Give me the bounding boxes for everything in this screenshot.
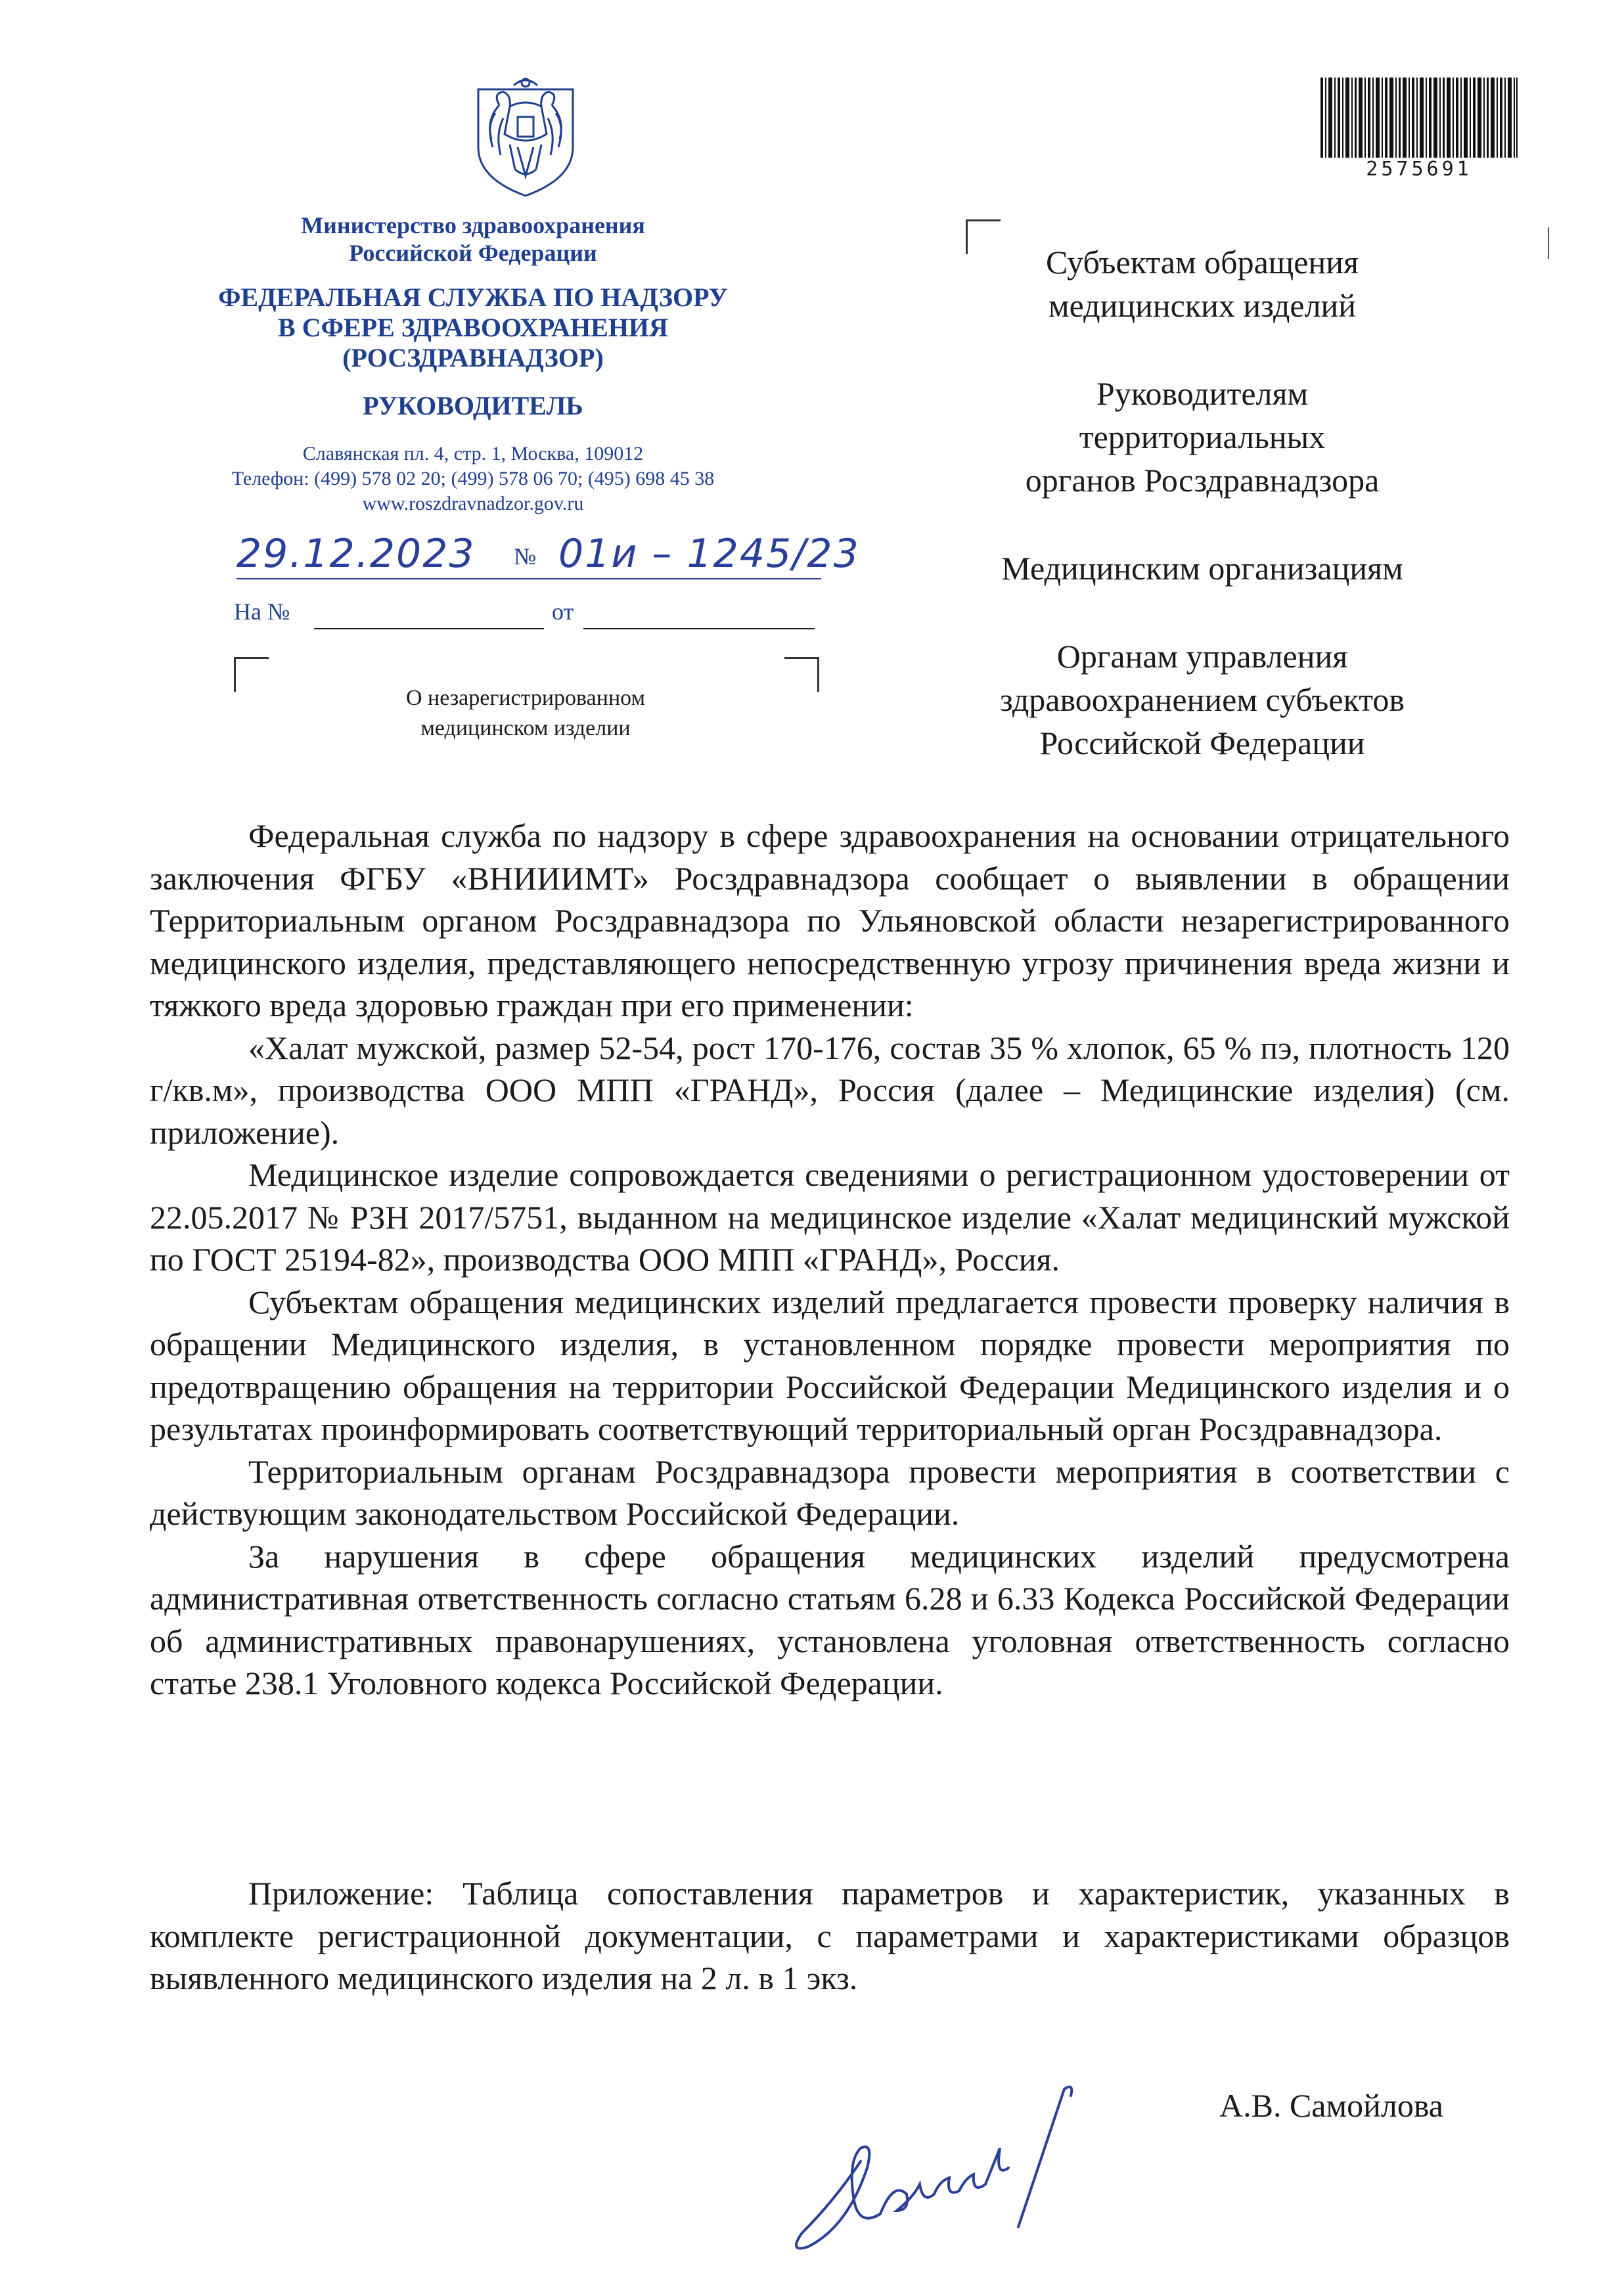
addressee-line: Медицинским организациям: [1001, 550, 1403, 587]
agency-line: (РОСЗДРАВНАДЗОР): [342, 343, 604, 372]
barcode-icon: [1320, 78, 1518, 158]
address-block: [197, 441, 749, 516]
body-paragraph: Медицинское изделие сопровождается сведениями о регистрационном удостоверении от 22.05.2017 № РЗН 2017/5751, выданном на медицинское изделие «Халат медицинский мужской по ГОСТ 25194-82», производства ООО МПП «ГРАНД», Россия.: [150, 1156, 1510, 1278]
agency-line: ФЕДЕРАЛЬНАЯ СЛУЖБА ПО НАДЗОРУ: [218, 282, 728, 312]
registration-number: 01и – 1245/23: [558, 531, 860, 577]
addressee-line: Российской Федерации: [1039, 725, 1365, 761]
agency-line: В СФЕРЕ ЗДРАВООХРАНЕНИЯ: [278, 313, 668, 342]
addressee-line: Субъектам обращения: [1046, 244, 1359, 281]
ministry-line: Российской Федерации: [349, 240, 597, 266]
body-paragraph: Субъектам обращения медицинских изделий предлагается провести проверку наличия в обращении Медицинского изделия, в установленном порядке провести мероприятия по предотвращению обращения на территории Российской Федерации Медицинского изделия и о результатах проинформировать соответствующий территориальный орган Росздравнадзора.: [150, 1283, 1510, 1447]
signature-icon: [782, 2069, 1110, 2260]
addressee-corner-right: [1548, 227, 1549, 259]
subject-line: медицинском изделии: [420, 716, 631, 740]
barcode-number: 2575691: [1366, 158, 1472, 181]
body-paragraph: Федеральная служба по надзору в сфере здравоохранения на основании отрицательного заключения ФГБУ «ВНИИИМТ» Росздравнадзора сообщает о выявлении в обращении Территориальным органом Росздравнадзора по Ульяновской области незарегистрированного медицинского изделия, представляющего непосредственную угрозу причинения вреда жизни и тяжкого вреда здоровью граждан при его применении:: [150, 817, 1510, 1023]
phone-line: Телефон: (499) 578 02 20; (499) 578 06 70; (495) 698 45 38: [231, 468, 715, 489]
reference-number-field: [314, 628, 544, 629]
registration-date: 29.12.2023: [237, 531, 476, 577]
body-paragraph: «Халат мужской, размер 52-54, рост 170-176, состав 35 % хлопок, 65 % пэ, плотность 120 г/кв.м», производства ООО МПП «ГРАНД», Россия (далее – Медицинские изделия) (см. приложение).: [150, 1029, 1510, 1151]
addressee-item: [933, 635, 1472, 765]
addressee-line: медицинских изделий: [1048, 287, 1357, 324]
addressee-item: [933, 372, 1472, 502]
addressee-line: территориальных: [1079, 418, 1326, 455]
body-paragraph: За нарушения в сфере обращения медицинских изделий предусмотрена административная ответственность согласно статьям 6.28 и 6.33 Кодекса Российской Федерации об административных правонарушениях, установлена уголовная ответственность согласно статье 238.1 Уголовного кодекса Российской Федерации.: [150, 1537, 1510, 1701]
addressee-line: Руководителям: [1096, 375, 1309, 412]
addressee-item: [933, 547, 1472, 590]
addressee-line: органов Росздравнадзора: [1025, 462, 1380, 499]
addressee-item: [933, 240, 1472, 327]
coat-of-arms-icon: [473, 74, 578, 200]
ministry-name: [197, 212, 749, 267]
body-paragraph: Территориальным органам Росздравнадзора провести мероприятия в соответствии с действующим законодательством Российской Федерации.: [150, 1452, 1510, 1532]
letter-subject: [250, 683, 801, 744]
addressee-line: Органам управления: [1056, 638, 1348, 675]
reference-date-label: от: [552, 598, 574, 625]
agency-name: [197, 282, 749, 373]
reference-number-label: На №: [234, 598, 290, 625]
addressee-line: здравоохранением субъектов: [999, 681, 1405, 718]
registration-number-label: №: [514, 543, 537, 570]
letter-body: [150, 815, 1510, 1705]
signer-name: А.В. Самойлова: [1219, 2087, 1443, 2124]
registration-underline: [237, 578, 821, 579]
ministry-line: Министерство здравоохранения: [301, 212, 645, 238]
subject-line: О незарегистрированном: [405, 686, 646, 710]
address-line: Славянская пл. 4, стр. 1, Москва, 109012: [302, 443, 644, 464]
attachment-note: Приложение: Таблица сопоставления параметров и характеристик, указанных в комплекте регистрационной документации, с параметрами и характеристиками образцов выявленного медицинского изделия на 2 л. в 1 экз.: [150, 1875, 1510, 1996]
reference-date-field: [583, 628, 815, 629]
addressee-block: [933, 240, 1472, 765]
website-link[interactable]: www.roszdravnadzor.gov.ru: [362, 493, 584, 514]
head-title: РУКОВОДИТЕЛЬ: [363, 391, 583, 420]
